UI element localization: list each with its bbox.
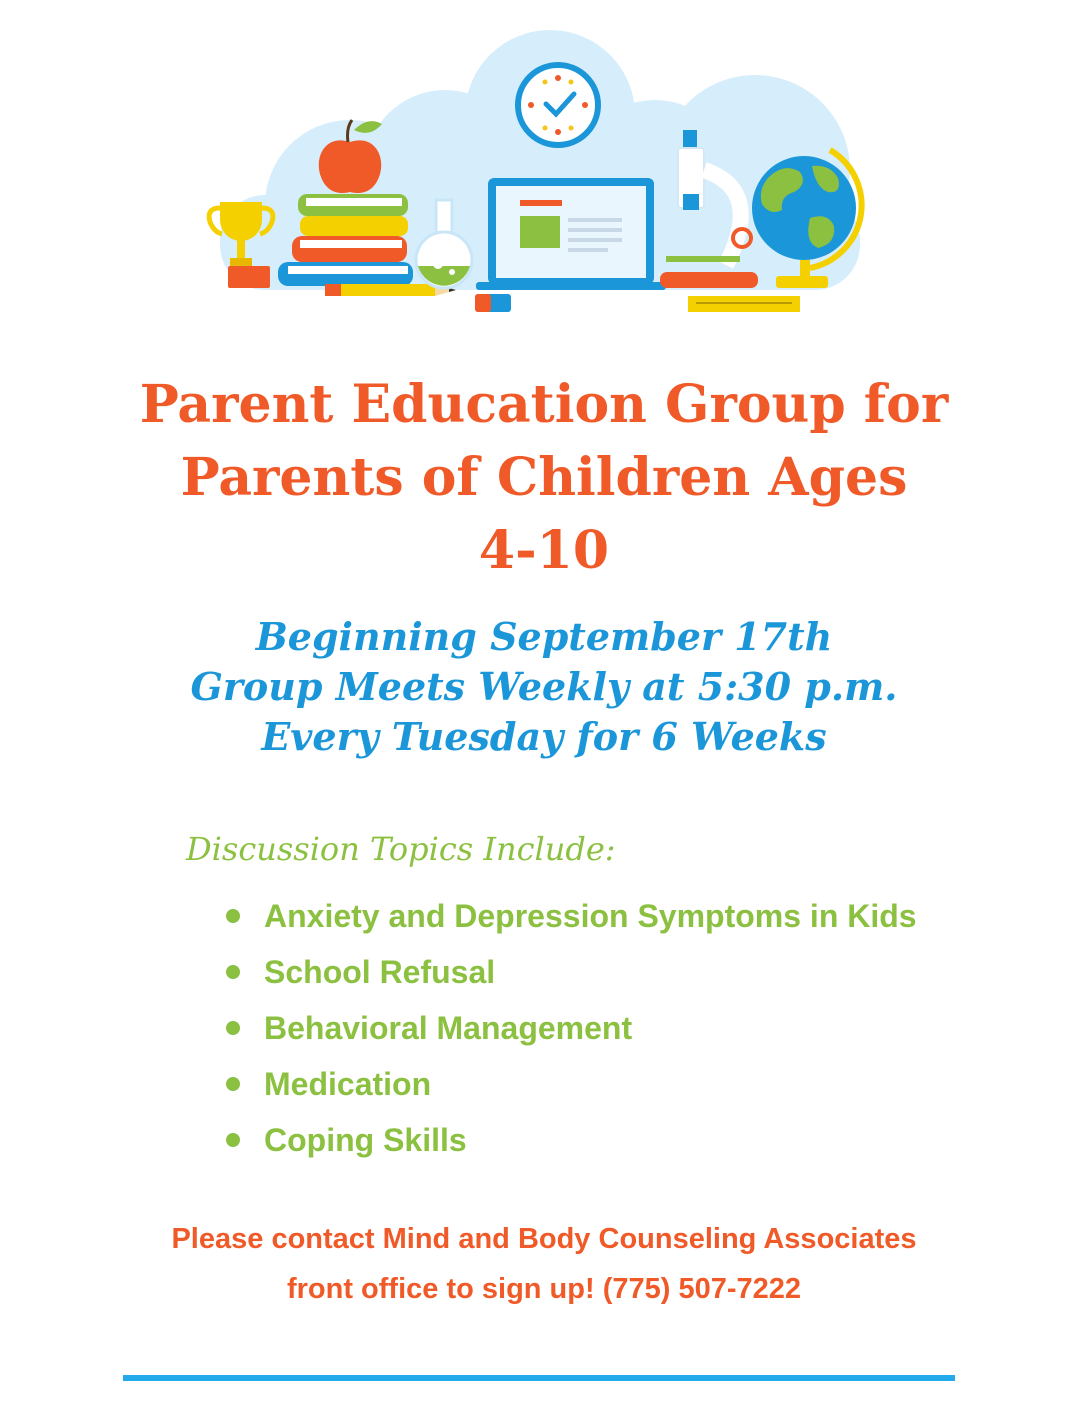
schedule-info [0,612,1088,762]
topic-label: Anxiety and Depression Symptoms in Kids [264,897,917,934]
topics-list [226,888,917,1168]
list-item [226,1056,917,1112]
topic-label: School Refusal [264,953,496,990]
book-stack-icon [278,194,413,286]
ruler-icon [688,296,800,312]
topic-label: Medication [264,1065,432,1102]
laptop-icon [476,178,666,290]
bullet-icon [226,1133,240,1147]
contact-line: Please contact Mind and Body Counseling Associates [171,1223,917,1255]
list-item [226,944,917,1000]
topic-label: Coping Skills [264,1121,467,1158]
title-line: Parent Education Group for [139,374,949,435]
contact-info [0,1214,1088,1314]
footer-divider [123,1375,955,1381]
list-item [226,1000,917,1056]
topics-heading: Discussion Topics Include: [186,830,616,868]
contact-line: front office to sign up! (775) 507-7222 [286,1273,802,1305]
bullet-icon [226,1077,240,1091]
topic-label: Behavioral Management [264,1009,633,1046]
meeting-frequency: Every Tuesday for 6 Weeks [261,714,827,759]
start-date: Beginning September 17th [255,614,833,659]
list-item [226,888,917,944]
flyer-title [0,368,1088,587]
eraser-icon [475,294,511,312]
clock-icon [518,65,598,145]
meeting-time: Group Meets Weekly at 5:30 p.m. [190,664,898,709]
bullet-icon [226,965,240,979]
bullet-icon [226,909,240,923]
school-supplies-illustration [190,20,890,320]
title-line: 4-10 [478,520,610,581]
bullet-icon [226,1021,240,1035]
title-line: Parents of Children Ages [180,447,908,508]
list-item [226,1112,917,1168]
